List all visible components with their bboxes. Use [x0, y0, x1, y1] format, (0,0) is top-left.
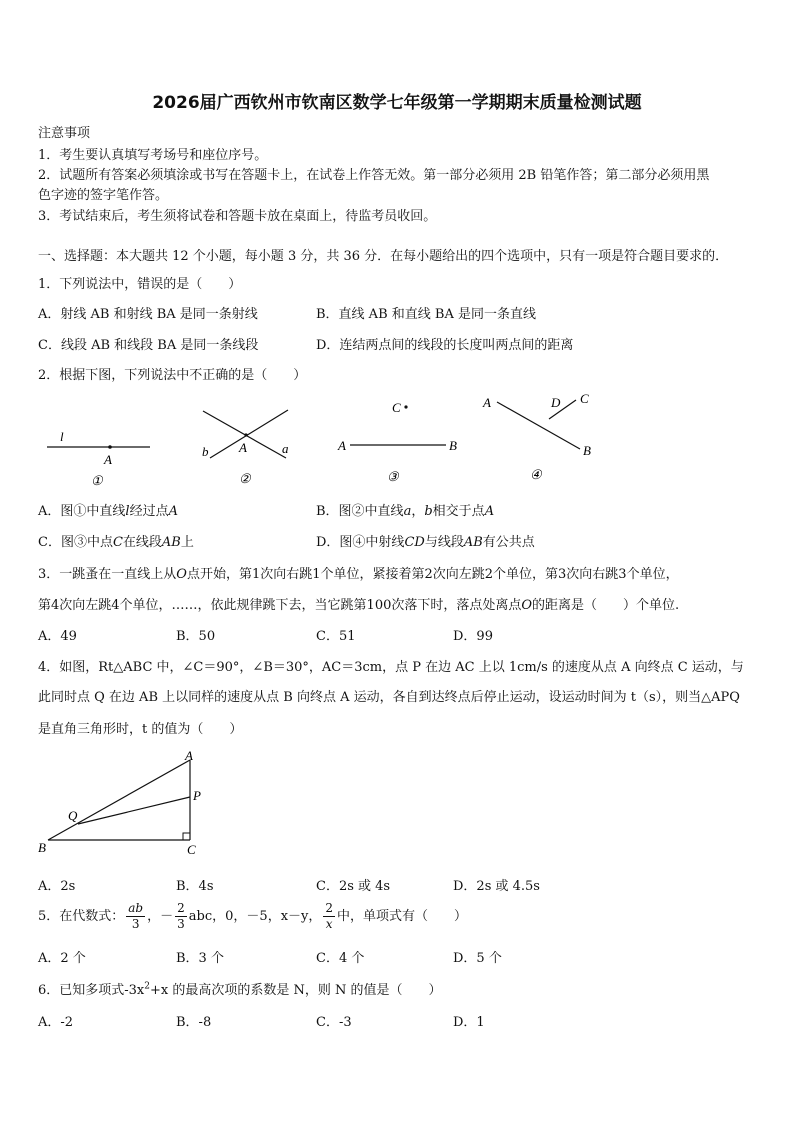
q4-triangle-figure — [30, 745, 220, 860]
q5-option-b: B．3 个 — [176, 951, 224, 966]
svg-text:A: A — [185, 748, 193, 763]
fraction-ab-over-3: $\frac{ab}{3}$ — [128, 901, 144, 931]
q5-stem: 5．在代数式： $\frac{ab}{3}$ ，－ $\frac{2}{3}$ abc，0，－5，x－y， $\frac{2}{x}$ 中，单项式有（ ） — [38, 901, 468, 931]
q6-option-a: A．-2 — [38, 1015, 74, 1030]
svg-text:A: A — [483, 395, 491, 410]
q5-option-d: D．5 个 — [453, 951, 502, 966]
page-title: 2026届广西钦州市钦南区数学七年级第一学期期末质量检测试题 — [152, 93, 642, 113]
q1-stem: 1．下列说法中，错误的是（ ） — [38, 277, 242, 292]
q5-option-a: A．2 个 — [38, 951, 86, 966]
figure-3 — [337, 400, 457, 484]
svg-text:A: A — [239, 440, 247, 455]
q6-option-c: C．-3 — [316, 1015, 352, 1030]
q2-option-c: C．图③中点C在线段AB上 — [38, 535, 194, 550]
svg-text:A: A — [104, 452, 112, 467]
q1-option-d: D．连结两点间的线段的长度叫两点间的距离 — [316, 338, 574, 353]
svg-text:①: ① — [91, 473, 103, 488]
q3-option-a: A．49 — [38, 629, 77, 644]
q6-option-d: D．1 — [453, 1015, 485, 1030]
q2-option-b: B．图②中直线a，b相交于点A — [316, 504, 495, 519]
q1-option-b: B．直线 AB 和直线 BA 是同一条直线 — [316, 307, 536, 322]
svg-text:B: B — [38, 840, 46, 855]
q4-stem-line2: 此同时点 Q 在边 AB 上以同样的速度从点 B 向终点 A 运动，各自到达终点后停止运动，设运动时间为 t（s），则当△APQ — [38, 690, 740, 705]
q2-stem: 2．根据下图，下列说法中不正确的是（ ） — [38, 368, 307, 383]
figure-4 — [482, 391, 591, 482]
q6-stem: 6．已知多项式$-3x^2+x$ 的最高次项的系数是 N，则 N 的值是（ ） — [38, 981, 442, 998]
q4-option-d: D．2s 或 4.5s — [453, 879, 540, 894]
q6-option-b: B．-8 — [176, 1015, 212, 1030]
q3-option-d: D．99 — [453, 629, 493, 644]
q4-option-c: C．2s 或 4s — [316, 879, 391, 894]
q4-option-b: B．4s — [176, 879, 214, 894]
svg-text:②: ② — [239, 471, 251, 486]
figure-2 — [202, 410, 289, 486]
section-heading: 一、选择题：本大题共 12 个小题，每小题 3 分，共 36 分．在每小题给出的四个选项中，只有一项是符合题目要求的． — [38, 249, 729, 264]
svg-text:C: C — [392, 400, 401, 415]
q2-option-d: D．图④中射线CD与线段AB有公共点 — [316, 535, 535, 550]
svg-text:Q: Q — [68, 808, 78, 823]
svg-text:D: D — [551, 395, 561, 410]
q5-option-c: C．4 个 — [316, 951, 365, 966]
svg-text:③: ③ — [387, 469, 399, 484]
q3-option-c: C．51 — [316, 629, 356, 644]
q4-stem-line1: 4．如图，Rt△ABC 中，∠C＝90°，∠B＝30°，AC＝3cm，点 P 在边 AC 上以 1cm/s 的速度从点 A 向终点 C 运动，与 — [38, 660, 744, 675]
fraction-2-over-3: $\frac{2}{3}$ — [177, 901, 185, 931]
notes-heading: 注意事项 — [38, 126, 91, 141]
q4-option-a: A．2s — [38, 879, 76, 894]
q2-option-a: A．图①中直线l经过点A — [38, 504, 178, 519]
svg-text:a: a — [282, 441, 289, 456]
q3-stem-line2: 第4次向左跳4个单位，……，依此规律跳下去，当它跳第100次落下时，落点处离点O的距离是（ ）个单位. — [38, 598, 680, 613]
svg-text:C: C — [187, 842, 196, 857]
q3-stem-line1: 3．一跳蚤在一直线上从O点开始，第1次向右跳1个单位，紧接着第2次向左跳2个单位，第3次向右跳3个单位， — [38, 567, 679, 582]
svg-text:B: B — [583, 443, 591, 458]
note-item-1: 1．考生要认真填写考场号和座位序号。 — [38, 148, 268, 163]
q2-figures — [0, 385, 794, 490]
svg-text:B: B — [449, 438, 457, 453]
note-item-3: 3．考试结束后，考生须将试卷和答题卡放在桌面上，待监考员收回。 — [38, 209, 437, 224]
note-item-2-cont: 色字迹的签字笔作答。 — [38, 188, 169, 203]
svg-text:l: l — [60, 429, 64, 444]
q1-option-a: A．射线 AB 和射线 BA 是同一条射线 — [38, 307, 258, 322]
note-item-2: 2．试题所有答案必须填涂或书写在答题卡上，在试卷上作答无效。第一部分必须用 2B 铅笔作答；第二部分必须用黑 — [38, 168, 710, 183]
q3-option-b: B．50 — [176, 629, 216, 644]
svg-text:C: C — [580, 391, 589, 406]
svg-text:P: P — [193, 788, 201, 803]
q4-stem-line3: 是直角三角形时，t 的值为（ ） — [38, 722, 243, 737]
figure-1 — [47, 429, 150, 488]
q1-option-c: C．线段 AB 和线段 BA 是同一条线段 — [38, 338, 259, 353]
fraction-2-over-x: $\frac{2}{x}$ — [325, 901, 334, 931]
svg-text:b: b — [202, 444, 209, 459]
svg-text:A: A — [338, 438, 346, 453]
svg-text:④: ④ — [530, 467, 542, 482]
